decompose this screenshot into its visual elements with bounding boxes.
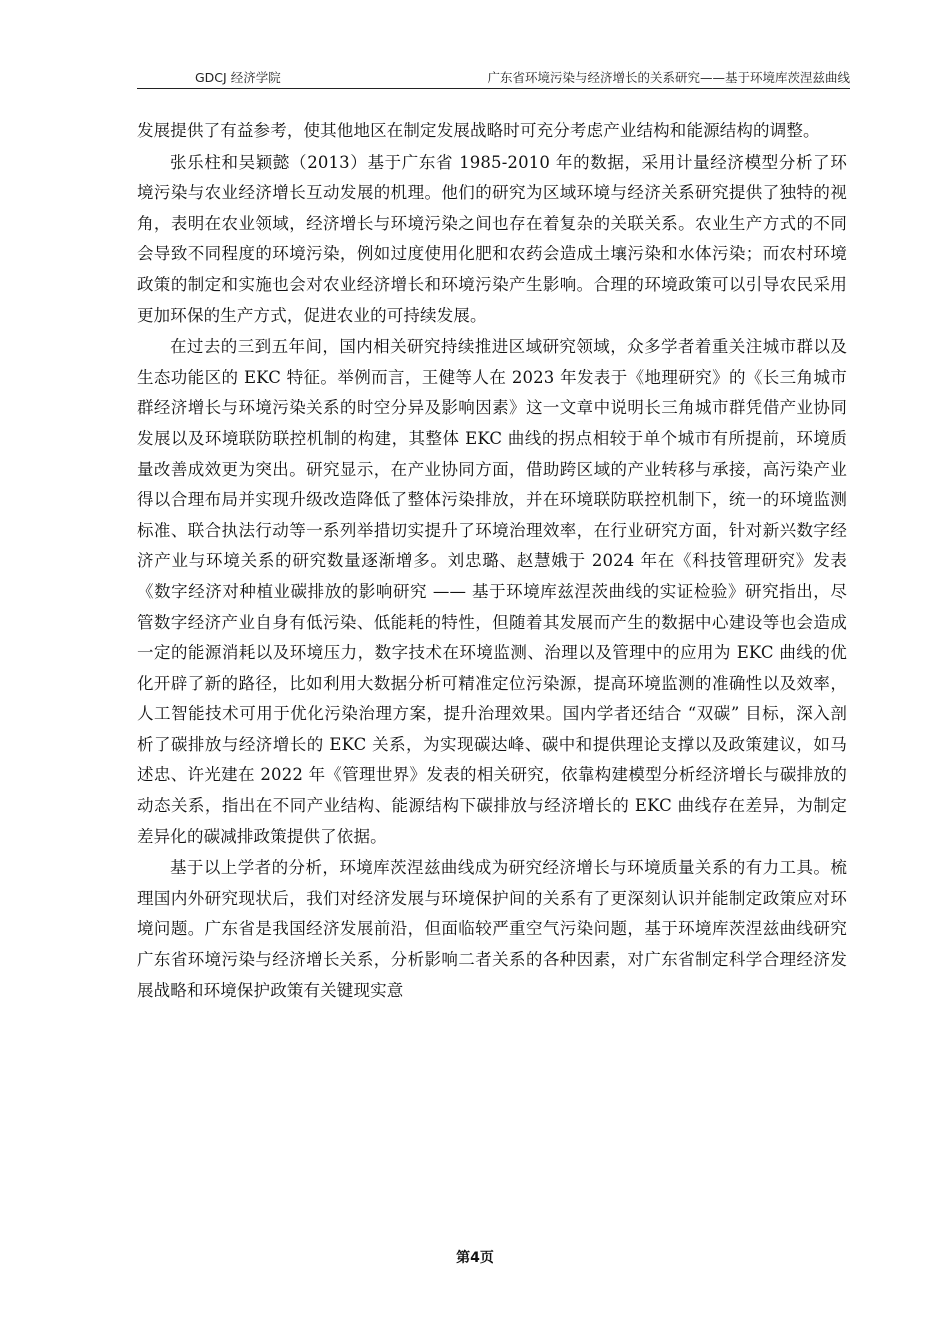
header-title: 广东省环境污染与经济增长的关系研究——基于环境库茨涅兹曲线 (487, 70, 850, 85)
paragraph: 基于以上学者的分析，环境库茨涅兹曲线成为研究经济增长与环境质量关系的有力工具。梳理国内外研究现状后，我们对经济发展与环境保护间的关系有了更深刻认识并能制定政策应对环境问题。广东省是我国经济发展前沿，但面临较严重空气污染问题，基于环境库茨涅兹曲线研究广东省环境污染与经济增长关系，分析影响二者关系的各种因素，对广东省制定科学合理经济发展战略和环境保护政策有关键现实意 (137, 858, 847, 1000)
paragraph: 在过去的三到五年间，国内相关研究持续推进区域研究领域，众多学者着重关注城市群以及生态功能区的 EKC 特征。举例而言，王健等人在 2023 年发表于《地理研究》的《长三角城市群经济增长与环境污染关系的时空分异及影响因素》这一文章中说明长三角城市群凭借产业协同发展以及环境联防联控机制的构建，其整体 EKC 曲线的拐点相较于单个城市有所提前，环境质量改善成效更为突出。研究显示，在产业协同方面，借助跨区域的产业转移与承接，高污染产业得以合理布局并实现升级改造降低了整体污染排放，并在环境联防联控机制下，统一的环境监测标准、联合执法行动等一系列举措切实提升了环境治理效率，在行业研究方面，针对新兴数字经济产业与环境关系的研究数量逐渐增多。刘忠璐、赵慧娥于 2024 年在《科技管理研究》发表《数字经济对种植业碳排放的影响研究 —— 基于环境库兹涅茨曲线的实证检验》研究指出，尽管数字经济产业自身有低污染、低能耗的特性，但随着其发展而产生的数据中心建设等也会造成一定的能源消耗以及环境压力，数字技术在环境监测、治理以及管理中的应用为 EKC 曲线的优化开辟了新的路径，比如利用大数据分析可精准定位污染源，提高环境监测的准确性以及效率，人工智能技术可用于优化污染治理方案，提升治理效果。国内学者还结合 “双碳” 目标，深入剖析了碳排放与经济增长的 EKC 关系，为实现碳达峰、碳中和提供理论支撑以及政策建议，如马述忠、许光建在 2022 年《管理世界》发表的相关研究，依靠构建模型分析经济增长与碳排放的动态关系，指出在不同产业结构、能源结构下碳排放与经济增长的 EKC 曲线存在差异，为制定差异化的碳减排政策提供了依据。 (137, 337, 847, 846)
header-institution: GDCJ 经济学院 (195, 70, 281, 85)
page-header (137, 66, 850, 89)
document-body (137, 116, 847, 1007)
paragraph: 张乐柱和吴颖懿（2013）基于广东省 1985-2010 年的数据，采用计量经济模型分析了环境污染与农业经济增长互动发展的机理。他们的研究为区域环境与经济关系研究提供了独特的视角，表明在农业领域，经济增长与环境污染之间也存在着复杂的关联关系。农业生产方式的不同会导致不同程度的环境污染，例如过度使用化肥和农药会造成土壤污染和水体污染；而农村环境政策的制定和实施也会对农业经济增长和环境污染产生影响。合理的环境政策可以引导农民采用更加环保的生产方式，促进农业的可持续发展。 (137, 152, 847, 325)
page-number: 第4页 (456, 1250, 494, 1266)
paragraph-continued: 发展提供了有益参考，使其他地区在制定发展战略时可充分考虑产业结构和能源结构的调整。 (137, 121, 820, 140)
